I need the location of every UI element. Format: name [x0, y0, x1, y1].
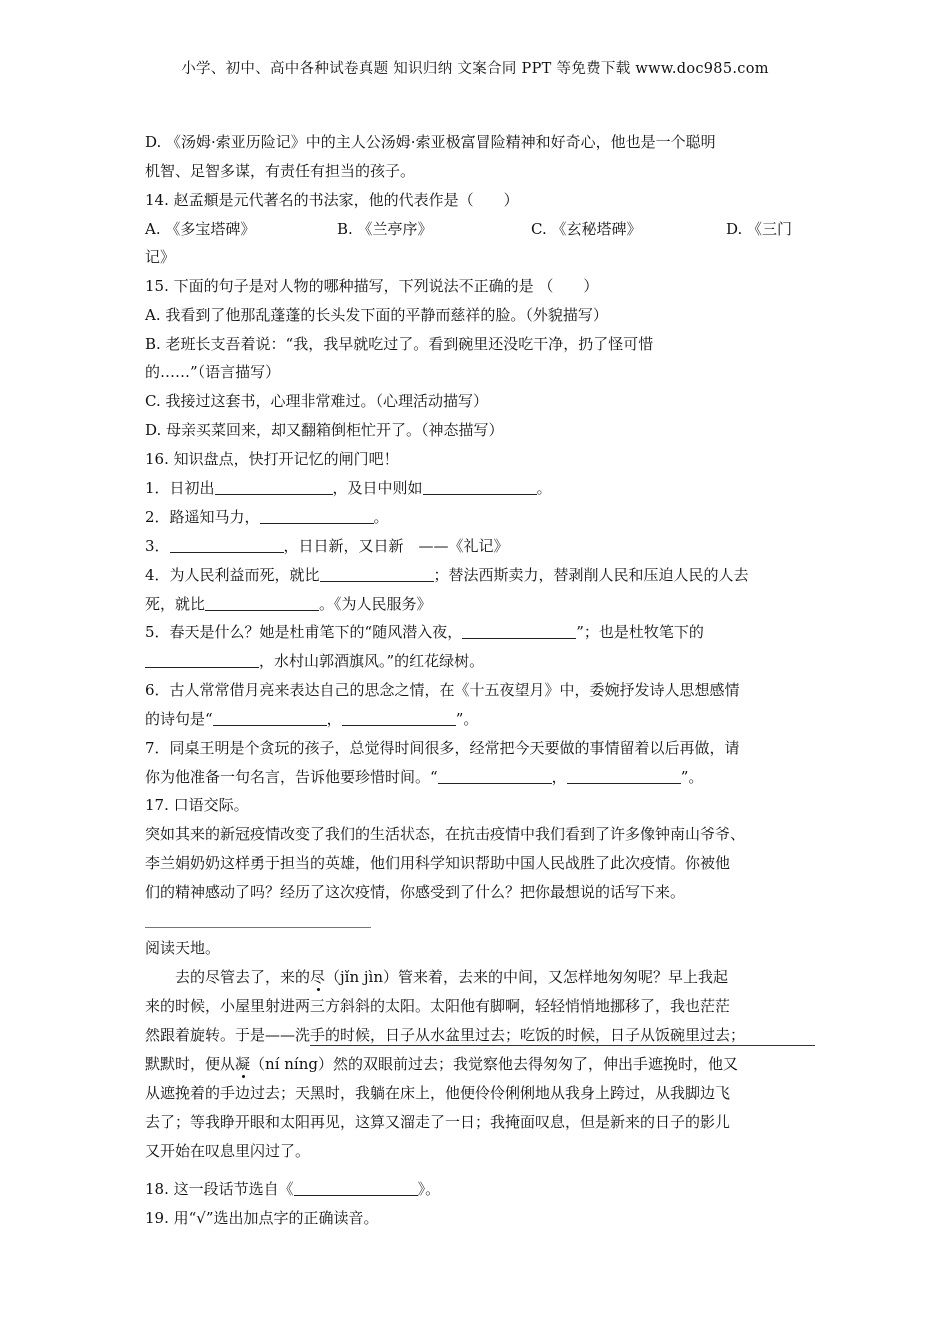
reading-line-2: 来的时候，小屋里射进两三方斜斜的太阳。太阳他有脚啊，轻轻悄悄地挪移了，我也茫茫 — [145, 997, 731, 1015]
answer-blank[interactable] — [438, 768, 552, 784]
q17-paragraph-line: 突如其来的新冠疫情改变了我们的生活状态，在抗击疫情中我们看到了许多像钟南山爷爷、 — [145, 825, 746, 843]
reading-line-3: 然跟着旋转。于是——洗手的时候，日子从水盆里过去；吃饭的时候，日子从饭碗里过去； — [145, 1026, 746, 1044]
q15-option-b: B. 老班长支吾着说：“我，我早就吃过了。看到碗里还没吃干净，扔了怪可惜 — [145, 335, 654, 353]
q16-item-4: 4．为人民利益而死，就比 ；替法西斯卖力，替剥削人民和压迫人民的人去 — [145, 566, 749, 584]
answer-blank[interactable] — [260, 508, 374, 524]
reading-line-4: 默默时，便从凝（ní níng）然的双眼前过去；我觉察他去得匆匆了，伸出手遮挽时，他又 — [145, 1055, 738, 1073]
q15-option-a: A. 我看到了他那乱蓬蓬的长头发下面的平静而慈祥的脸。（外貌描写） — [145, 306, 608, 324]
q16-item-3: 3． ，日日新，又日新 ——《礼记》 — [145, 537, 509, 555]
page-header: 小学、初中、高中各种试卷真题 知识归纳 文案合同 PPT 等免费下载 www.doc985.com — [181, 61, 769, 77]
q16-stem: 16. 知识盘点，快打开记忆的闸门吧！ — [145, 450, 399, 468]
q14-option-a: A. 《多宝塔碑》 — [145, 220, 256, 238]
q16-item-7-cont: 你为他准备一句名言，告诉他要珍惜时间。“ ， ”。 — [145, 768, 704, 786]
q13-option-d: D. 《汤姆·索亚历险记》中的主人公汤姆·索亚极富冒险精神和好奇心，他也是一个聪明 — [145, 133, 716, 151]
reading-title: 阅读天地。 — [145, 939, 221, 957]
q16-item-4-cont: 死，就比 。《为人民服务》 — [145, 595, 432, 613]
q15-option-b-cont: 的……”（语言描写） — [145, 363, 281, 381]
answer-blank[interactable] — [294, 1180, 418, 1196]
reading-line-7: 又开始在叹息里闪过了。 — [145, 1142, 311, 1160]
answer-line[interactable] — [145, 927, 371, 928]
q16-item-5-cont: ，水村山郭酒旗风。”的红花绿树。 — [145, 651, 484, 671]
answer-blank[interactable] — [170, 537, 284, 553]
answer-blank[interactable] — [213, 710, 327, 726]
q14-option-c: C. 《玄秘塔碑》 — [531, 220, 642, 238]
answer-blank[interactable] — [342, 710, 456, 726]
q14-stem: 14. 赵孟頫是元代著名的书法家，他的代表作是（ ） — [145, 191, 519, 209]
reading-line-1: 去的尽管去了，来的尽（jǐn jìn）管来着，去来的中间，又怎样地匆匆呢？早上我起 — [175, 968, 729, 986]
sentence-underline — [310, 1045, 815, 1046]
q15-option-d: D. 母亲买菜回来，却又翻箱倒柜忙开了。（神态描写） — [145, 421, 504, 439]
q14-option-d: D. 《三门 — [726, 220, 793, 238]
q16-item-1: 1．日初出 ，及日中则如 。 — [145, 479, 552, 497]
q16-item-6: 6．古人常常借月亮来表达自己的思念之情，在《十五夜望月》中，委婉抒发诗人思想感情 — [145, 681, 740, 699]
answer-blank[interactable] — [320, 566, 434, 582]
q15-stem: 15. 下面的句子是对人物的哪种描写，下列说法不正确的是 （ ） — [145, 277, 599, 295]
answer-blank[interactable] — [423, 479, 537, 495]
q16-item-2: 2．路遥知马力， 。 — [145, 508, 389, 526]
underlined-sentence: 洗手的时候，日子从水盆里过去；吃饭的时候，日子从饭碗里过去； — [295, 1026, 746, 1044]
reading-line-5: 从遮挽着的手边过去；天黑时，我躺在床上，他便伶伶俐俐地从我身上跨过，从我脚边飞 — [145, 1084, 731, 1102]
q13-option-d-cont: 机智、足智多谋，有责任有担当的孩子。 — [145, 162, 416, 180]
answer-blank[interactable] — [462, 623, 576, 639]
q14-option-d-cont: 记》 — [145, 248, 176, 266]
q16-item-6-cont: 的诗句是“ ， ”。 — [145, 710, 479, 728]
dotted-character: 尽 — [310, 968, 326, 986]
answer-blank[interactable] — [205, 595, 319, 611]
answer-blank[interactable] — [567, 768, 681, 784]
q15-option-c: C. 我接过这套书，心理非常难过。（心理活动描写） — [145, 392, 488, 410]
q17-stem: 17. 口语交际。 — [145, 796, 249, 814]
q14-option-b: B. 《兰亭序》 — [337, 220, 433, 238]
reading-line-6: 去了；等我睁开眼和太阳再见，这算又溜走了一日；我掩面叹息，但是新来的日子的影儿 — [145, 1113, 731, 1131]
q18: 18. 这一段话节选自《 》。 — [145, 1180, 441, 1198]
q16-item-5: 5．春天是什么？她是杜甫笔下的“随风潜入夜， ”；也是杜牧笔下的 — [145, 623, 704, 641]
answer-blank[interactable] — [145, 652, 259, 668]
answer-blank[interactable] — [215, 479, 333, 495]
q17-paragraph-line: 们的精神感动了吗？经历了这次疫情，你感受到了什么？把你最想说的话写下来。 — [145, 883, 686, 901]
q16-item-7: 7．同桌王明是个贪玩的孩子，总觉得时间很多，经常把今天要做的事情留着以后再做，请 — [145, 739, 740, 757]
q19-stem: 19. 用“√”选出加点字的正确读音。 — [145, 1209, 379, 1227]
q17-paragraph-line: 李兰娟奶奶这样勇于担当的英雄，他们用科学知识帮助中国人民战胜了此次疫情。你被他 — [145, 854, 731, 872]
dotted-character: 凝 — [235, 1055, 251, 1073]
